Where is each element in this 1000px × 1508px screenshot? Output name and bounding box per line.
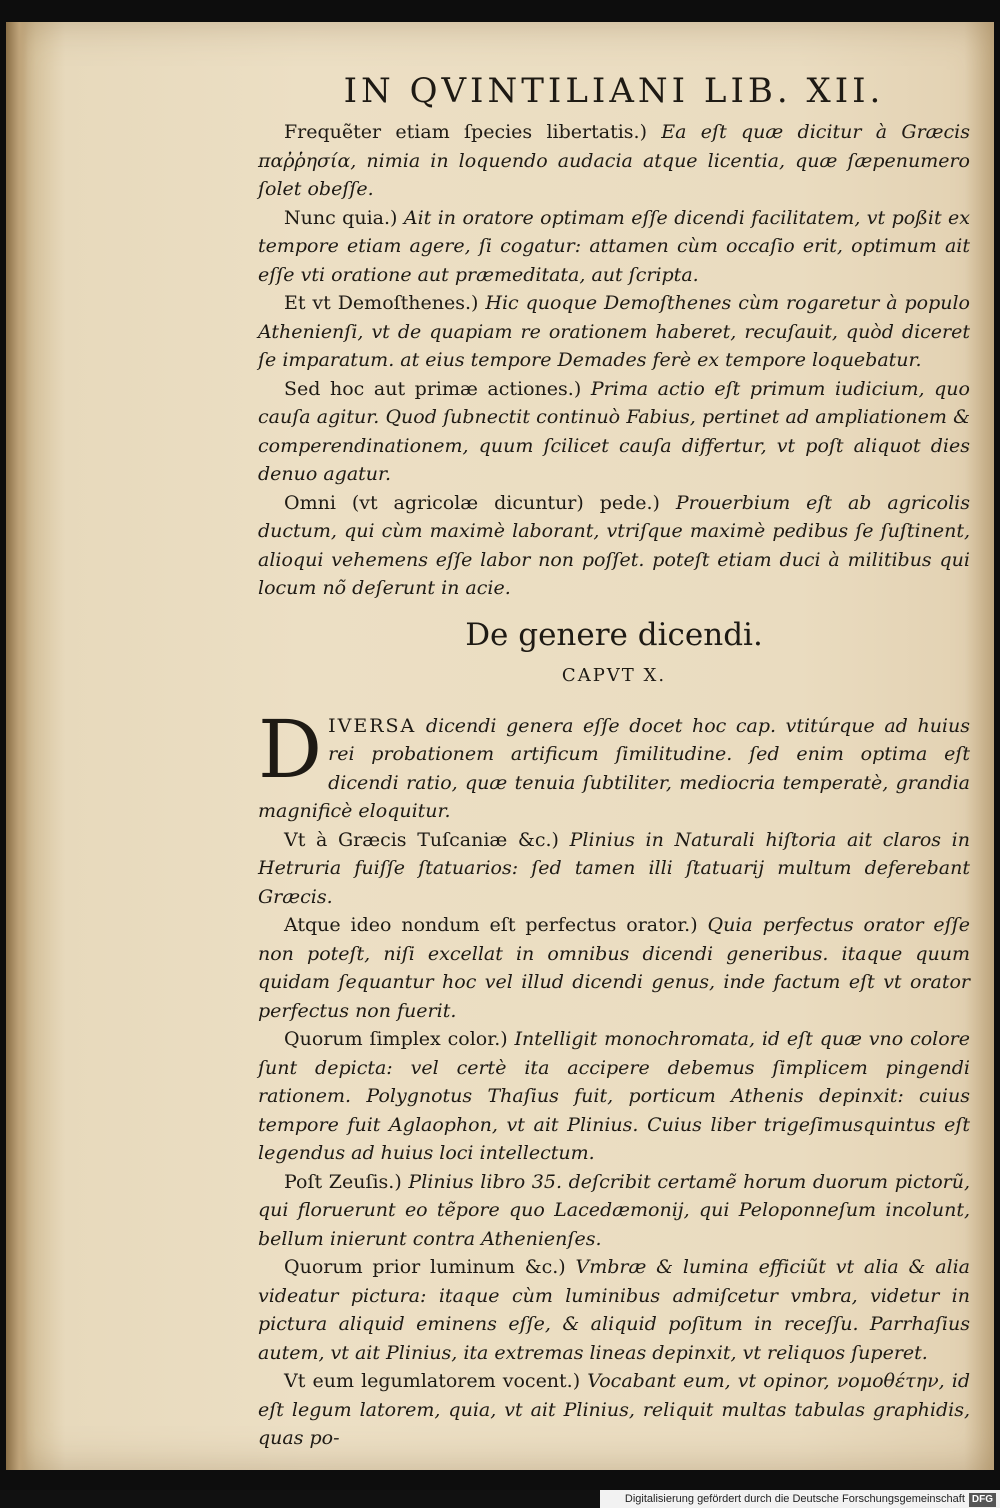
commentary-paragraph xyxy=(258,489,970,603)
commentary-text: Vmbræ & lumina efficiũt vt alia & alia videatur pictura: itaque cùm luminibus admiſcetur vmbra, videtur in pictura aliquid eminens eſſe, & aliquid poſitum in receſſu. Parrhaſius autem, vt ait Plinius, ita extremas lineas depinxit, vt reliquos ſuperet. xyxy=(258,1256,971,1364)
commentary-paragraph xyxy=(258,375,970,489)
running-head: IN QVINTILIANI LIB. XII. xyxy=(343,71,885,111)
commentary-paragraph xyxy=(258,289,970,375)
commentary-text: Hic quoque Demoſthenes cùm rogaretur à populo Athenienſi, vt de quapiam re orationem haberet, recuſauit, quòd diceret ſe imparatum. at eius tempore Demades ferè ex tempore loquebatur. xyxy=(258,292,970,371)
lemma: Vt eum legumlatorem vocent.) xyxy=(284,1370,581,1392)
commentary-text: Prouerbium eſt ab agricolis ductum, qui cùm maximè laborant, vtriſque maximè pedibus ſe ſuſtinent, alioqui vehemens eſſe labor non poſſet. poteſt etiam duci à militibus qui locum nõ deſerunt in acie. xyxy=(258,491,971,599)
commentary-paragraph xyxy=(258,204,970,290)
lemma: Poſt Zeuſis.) xyxy=(284,1170,402,1193)
lemma: Vt à Græcis Tuſcaniæ &c.) xyxy=(284,828,559,851)
commentary-top xyxy=(258,118,970,603)
commentary-paragraph xyxy=(258,826,970,912)
commentary-text: Vocabant eum, vt opinor, νομοθέτην, id eſt legum latorem, quia, vt ait Plinius, reliquit multas tabulas graphidis, quas po- xyxy=(258,1370,971,1449)
commentary-text: Plinius in Naturali hiſtoria ait claros in Hetruria fuiſſe ſtatuarios: ſed tamen illi ſtatuarij multum deferebant Græcis. xyxy=(258,828,970,908)
commentary-text: Quia perfectus orator eſſe non poteſt, niſi excellat in omnibus dicendi generibus. itaque quum quidam ſequantur hoc vel illud dicendi genus, inde factum eſt vt orator perfectus non fuerit. xyxy=(258,914,970,1022)
commentary-bottom xyxy=(258,826,970,1453)
lemma: Sed hoc aut primæ actiones.) xyxy=(284,377,582,400)
chapter-opening xyxy=(258,702,970,826)
lemma: Frequẽter etiam ſpecies libertatis.) xyxy=(284,121,647,143)
lemma: Quorum prior luminum &c.) xyxy=(284,1256,566,1278)
lemma: Omni (vt agricolæ dicuntur) pede.) xyxy=(284,491,660,514)
commentary-text: Ait in oratore optimam eſſe dicendi facilitatem, vt poßit ex tempore etiam agere, ſi cogatur: attamen cùm occaſio erit, optimum ait eſſe vti oratione aut præmeditata, aut ſcripta. xyxy=(258,206,970,286)
lemma: Quorum ſimplex color.) xyxy=(284,1028,508,1050)
commentary-text: Plinius libro 35. deſcribit certamẽ horum duorum pictorũ, qui floruerunt eo tẽpore quo Lacedæmonij, qui Peloponneſum incolunt, bellum inierunt contra Athenienſes. xyxy=(258,1170,971,1250)
commentary-paragraph xyxy=(258,911,970,1025)
lemma: Atque ideo nondum eſt perfectus orator.) xyxy=(284,914,698,936)
commentary-paragraph xyxy=(258,1168,970,1254)
footer-text: Digitalisierung gefördert durch die Deutsche Forschungsgemeinschaft xyxy=(624,1493,965,1505)
page-gutter xyxy=(6,22,28,1470)
dropcap-word: IVERSA xyxy=(328,714,417,737)
lemma: Nunc quia.) xyxy=(284,206,398,229)
page-text-block xyxy=(258,70,970,1453)
chapter-label: CAPVT X. xyxy=(561,664,667,686)
commentary-paragraph xyxy=(258,1253,970,1367)
commentary-paragraph xyxy=(258,1367,970,1453)
commentary-text: Intelligit monochromata, id eſt quæ vno colore ſunt depicta: vel certè ita accipere debemus ſimplicem pingendi rationem. Polygnotus Thaſius fuit, porticum Athenis depinxit: cuius tempore fuit Aglaophon, vt ait Plinius. Cuius liber trigeſimusquintus eſt legendus ad huius loci intellectum. xyxy=(258,1028,970,1164)
commentary-text: Ea eſt quæ dicitur à Græcis παῤῥησία, nimia in loquendo audacia atque licentia, quæ ſæpenumero ſolet obeſſe. xyxy=(258,121,970,200)
dfg-logo: DFG xyxy=(969,1493,996,1507)
commentary-paragraph xyxy=(258,118,970,204)
commentary-paragraph xyxy=(258,1025,970,1168)
digitization-footer xyxy=(600,1490,1000,1508)
commentary-text: Prima actio eſt primum iudicium, quo cauſa agitur. Quod ſubnectit continuò Fabius, pertinet ad ampliationem & comperendinationem, quum ſcilicet cauſa differtur, vt poſt aliquot dies denuo agatur. xyxy=(258,377,970,485)
chapter-opening-text: dicendi genera eſſe docet hoc cap. vtitúrque ad huius rei probationem artificum ſimilitudine. ſed enim optima eſt dicendi ratio, quæ tenuia ſubtiliter, mediocria temperatè, grandia magnificè eloquitur. xyxy=(258,714,970,822)
dropcap-letter: D xyxy=(258,702,323,796)
section-title: De genere dicendi. xyxy=(465,616,763,653)
lemma: Et vt Demoſthenes.) xyxy=(284,292,479,314)
